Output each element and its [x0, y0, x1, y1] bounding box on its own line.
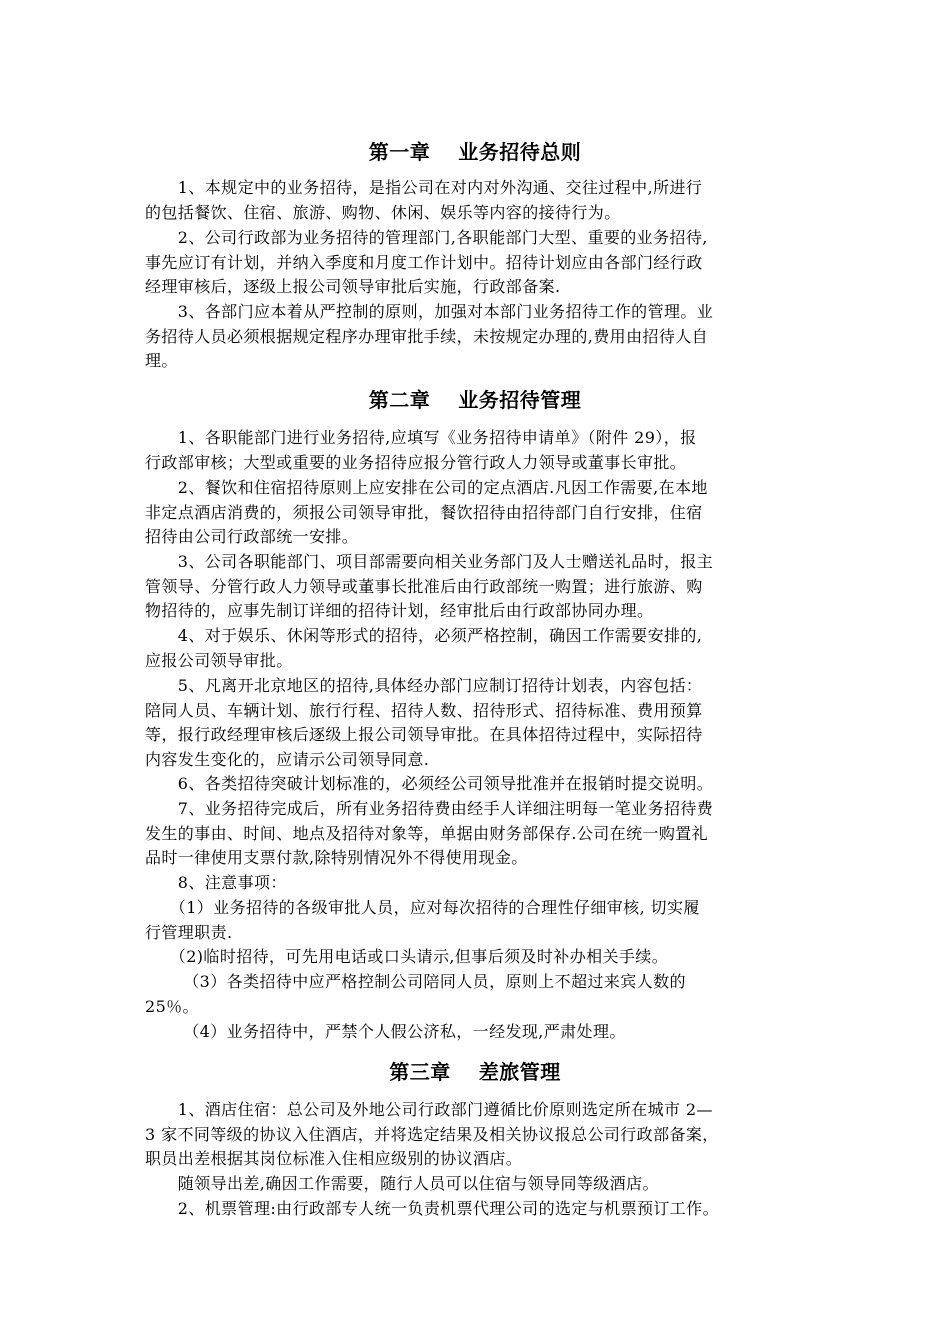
- chapter-1-paragraph-1: [145, 176, 805, 225]
- text-line: 7、业务招待完成后，所有业务招待费由经手人详细注明每一笔业务招待费: [145, 799, 714, 818]
- text-line: 管领导、分管行政人力领导或董事长批准后由行政部统一购置；进行旅游、购: [145, 576, 703, 596]
- text-line: 等，报行政经理审核后逐级上报公司领导审批。在具体招待过程中，实际招待: [145, 725, 703, 745]
- text-line: （3）各类招待中应严格控制公司陪同人员，原则上不超过来宾人数的: [145, 972, 686, 991]
- text-line: 2、机票管理:由行政部专人统一负责机票代理公司的选定与机票预订工作。: [145, 1199, 719, 1218]
- text-line: 职员出差根据其岗位标准入住相应级别的协议酒店。: [145, 1149, 523, 1169]
- chapter-2-paragraph-2: [145, 476, 805, 550]
- text-line: 经理审核后，逐级上报公司领导审批后实施，行政部备案.: [145, 277, 561, 297]
- text-line: 招待由公司行政部统一安排。: [145, 527, 359, 547]
- chapter-3-paragraph-1: [145, 1098, 805, 1172]
- chapter-2-note-4: [145, 1020, 805, 1045]
- chapter-1-paragraph-3: [145, 300, 805, 374]
- chapter-2-paragraph-8: [145, 871, 805, 896]
- text-line: 8、注意事项：: [145, 873, 287, 892]
- text-line: 事先应订有计划，并纳入季度和月度工作计划中。招待计划应由各部门经行政: [145, 252, 703, 272]
- text-line: （4）业务招待中，严禁个人假公济私，一经发现,严肃处理。: [145, 1022, 626, 1041]
- text-line: 非定点酒店消费的，须报公司领导审批，餐饮招待由招待部门自行安排，住宿: [145, 502, 703, 522]
- text-line: 6、各类招待突破计划标准的，必须经公司领导批准并在报销时提交说明。: [145, 774, 714, 793]
- text-line: 的包括餐饮、住宿、旅游、购物、休闲、娱乐等内容的接待行为。: [145, 202, 621, 222]
- chapter-2-paragraph-7: [145, 797, 805, 871]
- chapter-2-title: 第二章 业务招待管理: [368, 388, 582, 412]
- text-line: 陪同人员、车辆计划、旅行行程、招待人数、招待形式、招待标准、费用预算: [145, 700, 703, 720]
- chapter-3-paragraph-3: [145, 1197, 805, 1222]
- text-line: 5、凡离开北京地区的招待,具体经办部门应制订招待计划表，内容包括：: [145, 676, 703, 695]
- text-line: 理。: [145, 351, 178, 371]
- chapter-3-title: 第三章 差旅管理: [389, 1060, 561, 1084]
- chapter-2-paragraph-6: [145, 772, 805, 797]
- chapter-2-paragraph-4: [145, 624, 805, 673]
- chapter-2-note-2: [145, 945, 805, 970]
- text-line: 3、各部门应本着从严控制的原则，加强对本部门业务招待工作的管理。业: [145, 302, 714, 321]
- text-line: （2)临时招待，可先用电话或口头请示,但事后须及时补办相关手续。: [145, 947, 669, 966]
- chapter-2-note-1: [145, 896, 805, 945]
- chapter-2-paragraph-1: [145, 426, 805, 475]
- text-line: 1、酒店住宿：总公司及外地公司行政部门遵循比价原则选定所在城市 2—: [145, 1100, 713, 1119]
- text-line: （1）业务招待的各级审批人员，应对每次招待的合理性仔细审核, 切实履: [145, 898, 700, 917]
- chapter-2-paragraph-5: [145, 674, 805, 772]
- text-line: 行管理职责.: [145, 922, 233, 942]
- text-line: 务招待人员必须根据规定程序办理审批手续，未按规定办理的,费用由招待人自: [145, 326, 709, 346]
- text-line: 发生的事由、时间、地点及招待对象等，单据由财务部保存.公司在统一购置礼: [145, 823, 709, 843]
- text-line: 1、各职能部门进行业务招待,应填写《业务招待申请单》（附件 29），报: [145, 428, 697, 447]
- chapter-1-paragraph-2: [145, 226, 805, 300]
- text-line: 行政部审核；大型或重要的业务招待应报分管行政人力领导或董事长审批。: [145, 452, 687, 472]
- text-line: 4、对于娱乐、休闲等形式的招待，必须严格控制，确因工作需要安排的,: [145, 626, 703, 645]
- chapter-2-paragraph-3: [145, 550, 805, 624]
- text-line: 随领导出差,确因工作需要，随行人员可以住宿与领导同等级酒店。: [145, 1174, 659, 1193]
- chapter-2-note-3: [145, 970, 805, 1019]
- text-line: 物招待的，应事先制订详细的招待计划，经审批后由行政部协同办理。: [145, 601, 654, 621]
- text-line: 品时一律使用支票付款,除特别情况外不得使用现金。: [145, 848, 528, 868]
- text-line: 3、公司各职能部门、项目部需要向相关业务部门及人士赠送礼品时，报主: [145, 552, 714, 571]
- text-line: 2、餐饮和住宿招待原则上应安排在公司的定点酒店.凡因工作需要,在本地: [145, 478, 708, 497]
- chapter-1-title: 第一章 业务招待总则: [368, 140, 582, 164]
- text-line: 3 家不同等级的协议入住酒店，并将选定结果及相关协议报总公司行政部备案，: [145, 1124, 719, 1144]
- text-line: 1、本规定中的业务招待，是指公司在对内对外沟通、交往过程中,所进行: [145, 178, 703, 197]
- text-line: 2、公司行政部为业务招待的管理部门,各职能部门大型、重要的业务招待,: [145, 228, 708, 247]
- text-line: 内容发生变化的，应请示公司领导同意.: [145, 749, 430, 769]
- chapter-3-paragraph-2: [145, 1172, 805, 1197]
- text-line: 应报公司领导审批。: [145, 650, 293, 670]
- text-line: 25％。: [145, 996, 199, 1016]
